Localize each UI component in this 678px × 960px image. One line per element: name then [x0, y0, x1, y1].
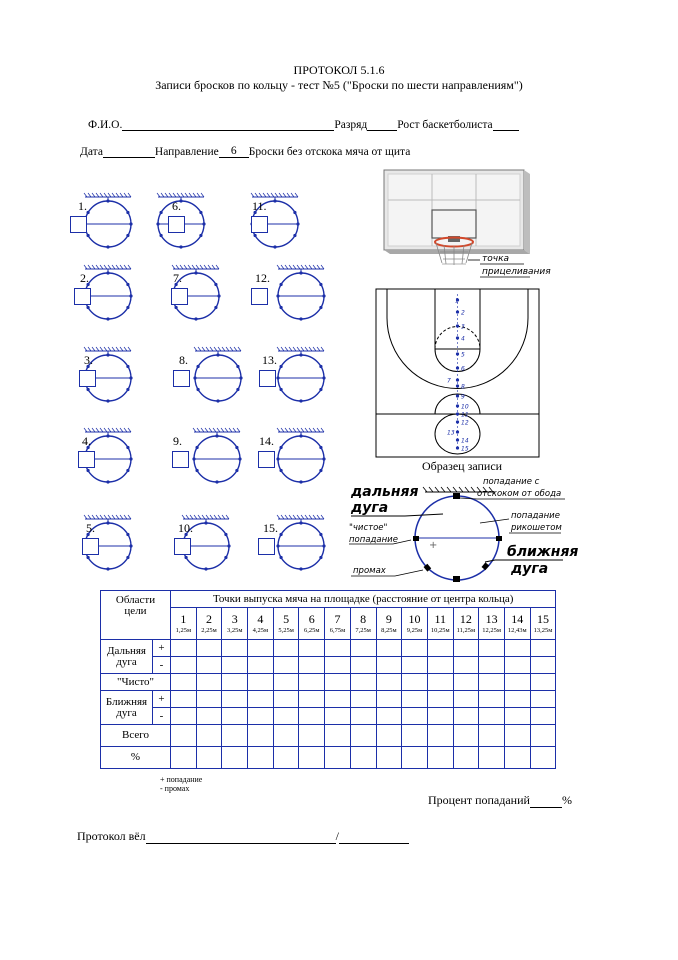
result-cell[interactable] [350, 657, 376, 674]
result-cell[interactable] [530, 657, 556, 674]
result-cell[interactable] [196, 747, 222, 769]
points-header: Точки выпуска мяча на площадке (расстояние от центра кольца) [171, 591, 556, 608]
direction-field[interactable]: 6 [219, 146, 249, 158]
near-arc-minus-row [101, 708, 556, 725]
ring-number: 12. [255, 271, 270, 285]
result-cell[interactable] [325, 725, 351, 747]
ring-diagram [276, 265, 325, 321]
direction-label: Направление [154, 146, 219, 158]
result-cell[interactable] [171, 747, 197, 769]
result-cell[interactable] [453, 747, 479, 769]
result-cell[interactable] [453, 708, 479, 725]
ring-record-box[interactable] [251, 216, 268, 233]
height-label: Рост баскетболиста [397, 119, 493, 131]
result-cell[interactable] [427, 691, 453, 708]
ring-record-box[interactable] [78, 451, 95, 468]
aim-point-label-1: точка [482, 254, 510, 264]
result-cell[interactable] [196, 674, 222, 691]
point-header-cell: 2 2,25м [196, 608, 222, 640]
ring-diagram [276, 428, 325, 484]
date-label: Дата [80, 146, 103, 158]
miss-label: промах [353, 566, 386, 576]
point-header-cell: 10 9,25м [402, 608, 428, 640]
court-point-label: 10 [461, 403, 469, 411]
point-header-cell: 14 12,43м [504, 608, 530, 640]
ring-number: 3. [84, 353, 93, 367]
aim-point-label-2: прицеливания [482, 267, 551, 277]
ricochet-label-1: попадание [511, 511, 560, 521]
result-cell[interactable] [222, 747, 248, 769]
result-cell[interactable] [479, 657, 505, 674]
rim-rebound-label-1: попадание с [483, 477, 540, 487]
result-cell[interactable] [427, 725, 453, 747]
result-cell[interactable] [479, 708, 505, 725]
corner-header: Области цели [101, 591, 171, 640]
percent-row [101, 747, 556, 769]
court-point-label: 15 [461, 445, 469, 453]
result-cell[interactable] [376, 657, 402, 674]
ring-record-box[interactable] [258, 538, 275, 555]
ring-number: 8. [179, 353, 188, 367]
result-cell[interactable] [376, 640, 402, 657]
ring-record-box[interactable] [258, 451, 275, 468]
result-cell[interactable] [299, 747, 325, 769]
clean-label-1: "чистое" [349, 523, 388, 533]
court-point-label: 13 [447, 429, 455, 437]
throws-label: Броски без отскока мяча от щита [248, 146, 411, 158]
result-cell[interactable] [479, 674, 505, 691]
page-title: ПРОТОКОЛ 5.1.6 [293, 63, 385, 77]
ring-diagram [192, 428, 241, 484]
result-cell[interactable] [222, 657, 248, 674]
result-cell[interactable] [402, 708, 428, 725]
ring-number: 15. [263, 521, 278, 535]
minus-sign: - [153, 657, 171, 674]
ring-diagram [276, 347, 325, 403]
near-arc-label-2: дуга [511, 561, 549, 577]
result-cell[interactable] [222, 674, 248, 691]
point-header-cell: 4 4,25м [248, 608, 274, 640]
far-arc-header: Дальняя дуга [101, 640, 153, 674]
court-point [456, 366, 459, 369]
court-point-label: 12 [461, 419, 469, 427]
ring-record-box[interactable] [174, 538, 191, 555]
court-point-label: 4 [461, 335, 465, 343]
result-cell[interactable] [376, 708, 402, 725]
result-cell[interactable] [350, 747, 376, 769]
point-header-cell: 13 12,25м [479, 608, 505, 640]
far-arc-minus-row [101, 657, 556, 674]
result-cell[interactable] [222, 725, 248, 747]
ring-number: 4. [82, 434, 91, 448]
result-cell[interactable] [453, 657, 479, 674]
ring-record-box[interactable] [79, 370, 96, 387]
minus-sign: - [153, 708, 171, 725]
result-cell[interactable] [299, 674, 325, 691]
result-cell[interactable] [196, 691, 222, 708]
rank-label: Разряд [334, 119, 368, 131]
result-cell[interactable] [273, 657, 299, 674]
ring-number: 11. [252, 199, 267, 213]
result-cell[interactable] [530, 674, 556, 691]
point-header-cell: 6 6,25м [299, 608, 325, 640]
legend-hit: + попадание [160, 775, 203, 784]
result-cell[interactable] [453, 691, 479, 708]
result-cell[interactable] [350, 725, 376, 747]
result-cell[interactable] [530, 708, 556, 725]
plus-sign: + [153, 640, 171, 657]
result-cell[interactable] [376, 725, 402, 747]
result-cell[interactable] [504, 657, 530, 674]
result-cell[interactable] [196, 640, 222, 657]
ring-diagram [193, 347, 242, 403]
result-cell[interactable] [196, 725, 222, 747]
clean-label-2: попадание [349, 535, 398, 545]
far-arc-label-1: дальняя [351, 484, 419, 500]
point-header-cell: 1 1,25м [171, 608, 197, 640]
near-arc-label-1: ближняя [507, 544, 579, 560]
result-cell[interactable] [479, 747, 505, 769]
legend-miss: - промах [160, 784, 190, 793]
ring-record-box[interactable] [168, 216, 185, 233]
result-cell[interactable] [299, 657, 325, 674]
legend [160, 775, 202, 793]
result-cell[interactable] [402, 725, 428, 747]
result-cell[interactable] [402, 657, 428, 674]
result-cell[interactable] [248, 691, 274, 708]
result-cell[interactable] [273, 640, 299, 657]
total-header: Всего [101, 725, 171, 747]
result-cell[interactable] [376, 747, 402, 769]
result-cell[interactable] [427, 708, 453, 725]
sample-title: Образец записи [422, 459, 503, 473]
result-cell[interactable] [248, 657, 274, 674]
court-point-label: 3 [461, 323, 465, 331]
point-header-cell: 12 11,25м [453, 608, 479, 640]
court-point [456, 404, 459, 407]
result-cell[interactable] [479, 640, 505, 657]
result-cell[interactable] [453, 725, 479, 747]
court-point [456, 336, 459, 339]
court-point [456, 420, 459, 423]
ring-number: 1. [78, 199, 87, 213]
court-point-label: 9 [461, 393, 465, 401]
ring-number: 13. [262, 353, 277, 367]
result-cell[interactable] [273, 708, 299, 725]
court-point-label: 2 [461, 309, 465, 317]
ring-number: 14. [259, 434, 274, 448]
ring-diagram [83, 193, 132, 249]
ring-record-box[interactable] [82, 538, 99, 555]
hit-percent-field[interactable] [530, 796, 562, 808]
ring-diagram [276, 515, 325, 571]
court-point-label: 7 [447, 377, 451, 385]
rim-rebound-label-2: отскоком от обода [477, 489, 562, 499]
result-cell[interactable] [402, 640, 428, 657]
ring-record-box[interactable] [259, 370, 276, 387]
result-cell[interactable] [530, 691, 556, 708]
result-cell[interactable] [453, 640, 479, 657]
far-arc-label-2: дуга [351, 500, 389, 516]
result-cell[interactable] [196, 657, 222, 674]
hit-percent-line: Процент попаданий % [428, 793, 572, 807]
result-cell[interactable] [325, 674, 351, 691]
result-cell[interactable] [504, 725, 530, 747]
result-cell[interactable] [504, 691, 530, 708]
result-cell[interactable] [350, 674, 376, 691]
percent-header: % [101, 747, 171, 769]
ring-record-box[interactable] [251, 288, 268, 305]
court-point [456, 352, 459, 355]
ring-record-box[interactable] [171, 288, 188, 305]
near-arc-header: Ближняя дуга [101, 691, 153, 725]
result-cell[interactable] [479, 691, 505, 708]
result-cell[interactable] [171, 657, 197, 674]
result-cell[interactable] [222, 640, 248, 657]
result-cell[interactable] [273, 747, 299, 769]
recorder-name-field[interactable] [146, 832, 336, 844]
clean-row [101, 674, 556, 691]
ring-number: 5. [86, 521, 95, 535]
name-label: Ф.И.О. [88, 119, 123, 131]
ring-number: 2. [80, 271, 89, 285]
result-cell[interactable] [427, 674, 453, 691]
court-point-label: 5 [461, 351, 465, 359]
result-cell[interactable] [530, 640, 556, 657]
sample-record-diagram [345, 474, 579, 584]
result-cell[interactable] [248, 708, 274, 725]
point-header-cell: 3 3,25м [222, 608, 248, 640]
court-point [456, 384, 459, 387]
result-cell[interactable] [504, 640, 530, 657]
ring-record-box[interactable] [70, 216, 87, 233]
ring-record-box[interactable] [172, 451, 189, 468]
result-cell[interactable] [171, 674, 197, 691]
result-cell[interactable] [248, 640, 274, 657]
result-cell[interactable] [530, 725, 556, 747]
result-cell[interactable] [299, 708, 325, 725]
hit-percent-label: Процент попаданий [428, 793, 530, 807]
result-cell[interactable] [299, 691, 325, 708]
page-subtitle: Записи бросков по кольцу - тест №5 ("Броски по шести направлениям") [155, 78, 523, 92]
result-cell[interactable] [171, 708, 197, 725]
result-cell[interactable] [171, 691, 197, 708]
result-cell[interactable] [248, 725, 274, 747]
near-arc-plus-row [101, 691, 556, 708]
court-diagram [375, 288, 541, 458]
result-cell[interactable] [248, 747, 274, 769]
result-cell[interactable] [479, 725, 505, 747]
result-cell[interactable] [273, 691, 299, 708]
result-cell[interactable] [299, 725, 325, 747]
point-header-cell: 11 10,25м [427, 608, 453, 640]
court-point [456, 394, 459, 397]
svg-text:+: + [429, 540, 438, 551]
court-point-label: 1 [455, 297, 459, 305]
result-cell[interactable] [376, 691, 402, 708]
total-row [101, 725, 556, 747]
clean-header: "Чисто" [101, 674, 171, 691]
result-cell[interactable] [350, 640, 376, 657]
court-point [456, 438, 459, 441]
result-cell[interactable] [325, 657, 351, 674]
point-header-cell: 9 8,25м [376, 608, 402, 640]
result-cell[interactable] [402, 674, 428, 691]
ring-number: 6. [172, 199, 181, 213]
ring-record-box[interactable] [173, 370, 190, 387]
ring-number: 7. [173, 271, 182, 285]
point-header-cell: 15 13,25м [530, 608, 556, 640]
court-point [456, 412, 459, 415]
result-cell[interactable] [222, 691, 248, 708]
result-cell[interactable] [325, 708, 351, 725]
result-cell[interactable] [248, 674, 274, 691]
point-header-cell: 5 5,25м [273, 608, 299, 640]
result-cell[interactable] [273, 674, 299, 691]
result-cell[interactable] [299, 640, 325, 657]
court-point [456, 324, 459, 327]
result-cell[interactable] [427, 640, 453, 657]
result-cell[interactable] [171, 725, 197, 747]
far-arc-plus-row [101, 640, 556, 657]
court-point-label: 6 [461, 365, 465, 373]
ring-number: 10. [178, 521, 193, 535]
result-cell[interactable] [196, 708, 222, 725]
result-cell[interactable] [402, 691, 428, 708]
result-cell[interactable] [325, 747, 351, 769]
recorder-label: Протокол вёл [77, 829, 146, 843]
result-cell[interactable] [530, 747, 556, 769]
result-cell[interactable] [171, 640, 197, 657]
court-point [456, 446, 459, 449]
court-point [456, 378, 459, 381]
ricochet-label-2: рикошетом [511, 523, 562, 533]
point-header-cell: 7 6,75м [325, 608, 351, 640]
result-cell[interactable] [350, 691, 376, 708]
result-cell[interactable] [504, 674, 530, 691]
court-point [456, 310, 459, 313]
recorder-signature-field[interactable] [339, 832, 409, 844]
plus-sign: + [153, 691, 171, 708]
point-header-cell: 8 7,25м [350, 608, 376, 640]
ring-record-box[interactable] [74, 288, 91, 305]
results-table [100, 590, 556, 769]
result-cell[interactable] [453, 674, 479, 691]
recorder-line: Протокол вёл / [77, 829, 409, 844]
result-cell[interactable] [325, 640, 351, 657]
court-point-label: 8 [461, 383, 465, 391]
court-point-label: 11 [461, 411, 469, 419]
result-cell[interactable] [427, 747, 453, 769]
result-cell[interactable] [376, 674, 402, 691]
court-point [456, 430, 459, 433]
court-point-label: 14 [461, 437, 469, 445]
result-cell[interactable] [504, 747, 530, 769]
result-cell[interactable] [222, 708, 248, 725]
result-cell[interactable] [427, 657, 453, 674]
result-cell[interactable] [273, 725, 299, 747]
result-cell[interactable] [325, 691, 351, 708]
ring-number: 9. [173, 434, 182, 448]
backboard-illustration [374, 168, 554, 280]
result-cell[interactable] [504, 708, 530, 725]
result-cell[interactable] [350, 708, 376, 725]
result-cell[interactable] [402, 747, 428, 769]
